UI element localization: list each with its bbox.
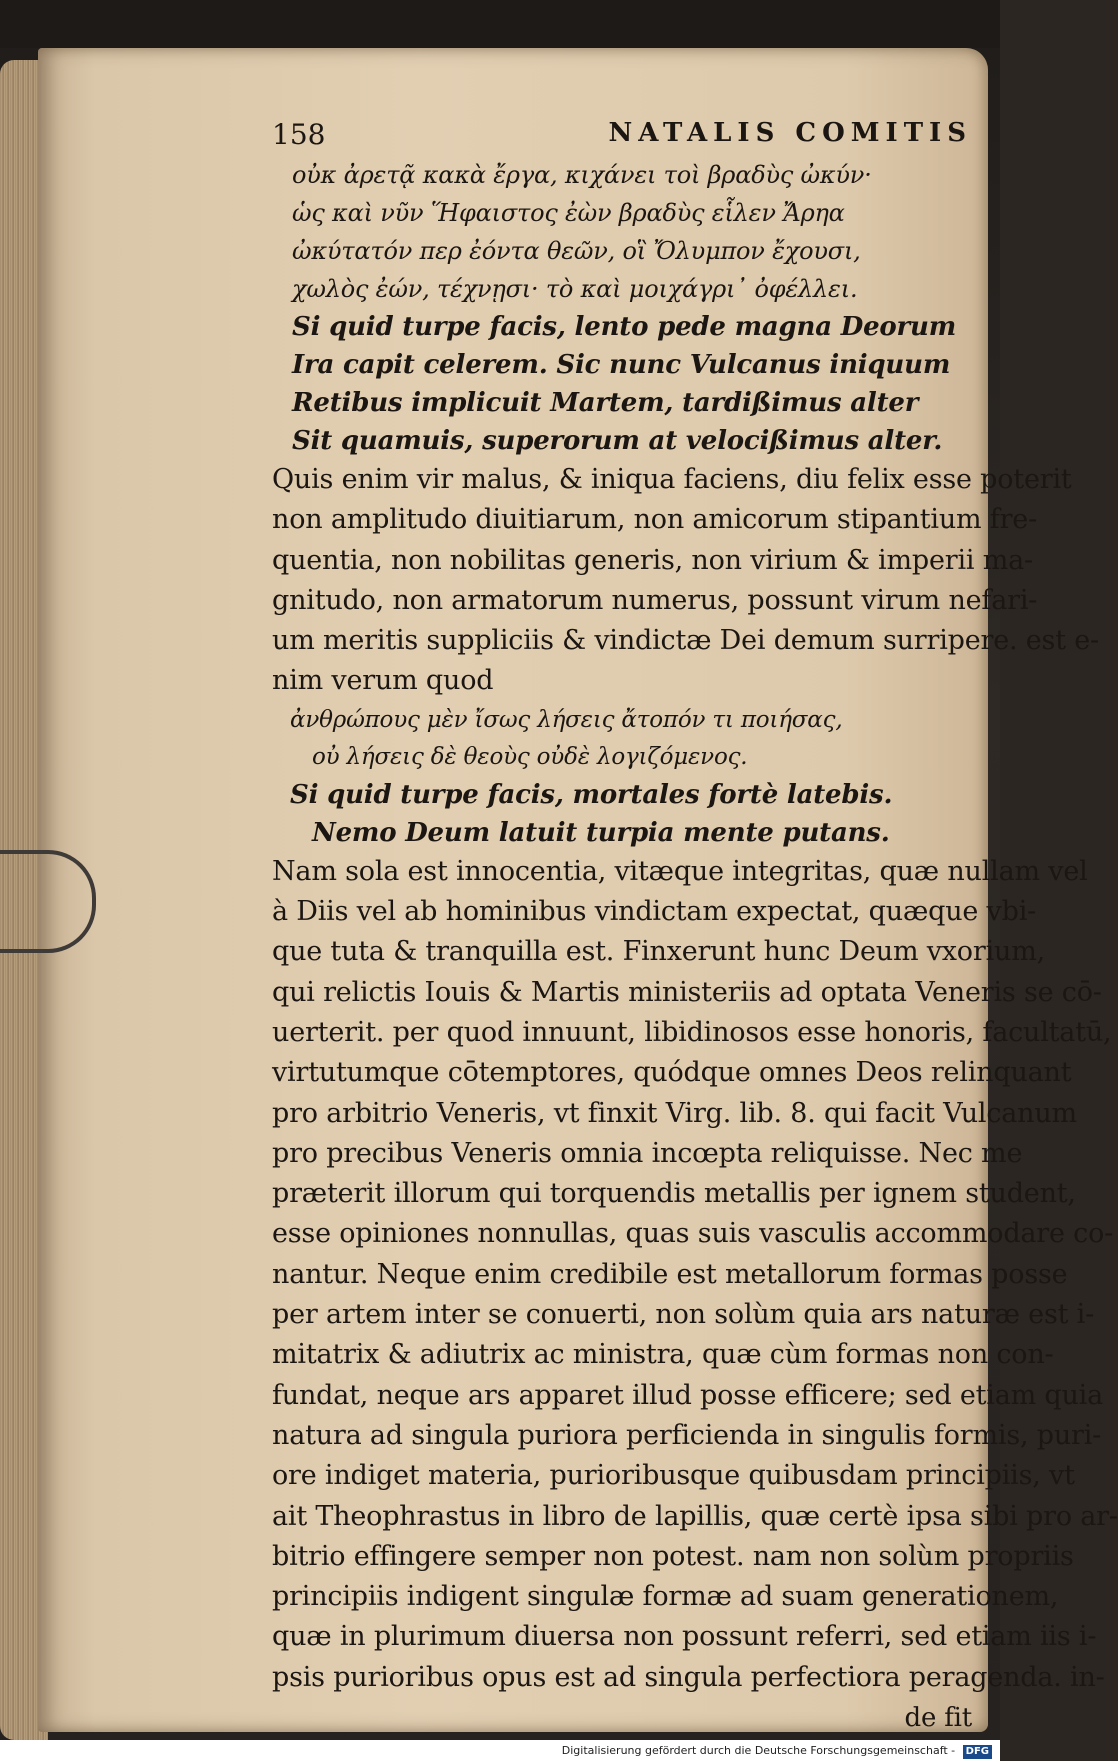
latin-verse-2 bbox=[272, 776, 984, 852]
page-clip bbox=[0, 850, 96, 953]
prose-line: Nam sola est innocentia, vitæque integritas, quæ nullam vel bbox=[272, 855, 1088, 887]
prose-line: quæ in plurimum diuersa non possunt referri, sed etiam iis i- bbox=[272, 1621, 1097, 1653]
prose-line: natura ad singula puriora perficienda in singulis formis, puri- bbox=[272, 1419, 1102, 1451]
prose-paragraph-2 bbox=[272, 852, 1118, 1698]
running-title: NATALIS COMITIS bbox=[608, 118, 972, 148]
digitization-credit bbox=[0, 1740, 1000, 1761]
prose-line: esse opiniones nonnullas, quas suis vasculis accommodare co- bbox=[272, 1218, 1114, 1250]
greek-verse-line: χωλὸς ἐών, τέχνῃσι· τὸ καὶ μοιχάγρι᾽ ὀφέλλει. bbox=[292, 275, 858, 303]
prose-line: non amplitudo diuitiarum, non amicorum stipantium fre- bbox=[272, 504, 1038, 536]
prose-line: Quis enim vir malus, & iniqua faciens, diu felix esse poterit bbox=[272, 464, 1072, 495]
running-header bbox=[272, 118, 972, 156]
greek-verse-line: οὐκ ἀρετᾷ κακὰ ἔργα, κιχάνει τοὶ βραδὺς ὠκύν· bbox=[292, 161, 872, 189]
prose-line: per artem inter se conuerti, non solùm quia ars naturæ est i- bbox=[272, 1299, 1095, 1331]
greek-verse-2 bbox=[272, 702, 984, 776]
prose-line: fundat, neque ars apparet illud posse efficere; sed etiam quia bbox=[272, 1379, 1103, 1411]
credit-text: Digitalisierung gefördert durch die Deutsche Forschungsgemeinschaft - bbox=[561, 1744, 956, 1757]
prose-line: præterit illorum qui torquendis metallis per ignem student, bbox=[272, 1178, 1076, 1210]
page-number: 158 bbox=[272, 118, 326, 151]
latin-verse-line: Sit quamuis, superorum at velocißimus alter. bbox=[292, 426, 943, 456]
prose-line: bitrio effingere semper non potest. nam non solùm propriis bbox=[272, 1540, 1074, 1572]
greek-verse-line: ὡς καὶ νῦν Ἥφαιστος ἐὼν βραδὺς εἷλεν Ἄρηα bbox=[292, 199, 845, 227]
prose-line: psis purioribus opus est ad singula perfectiora peragenda. in- bbox=[272, 1661, 1105, 1693]
greek-verse-1 bbox=[272, 156, 984, 308]
dfg-logo: DFG bbox=[963, 1745, 992, 1759]
latin-verse-line: Ira capit celerem. Sic nunc Vulcanus iniquum bbox=[292, 350, 951, 380]
prose-line: quentia, non nobilitas generis, non virium & imperii ma- bbox=[272, 544, 1033, 576]
prose-line: gnitudo, non armatorum numerus, possunt virum nefari- bbox=[272, 584, 1038, 616]
prose-line: principiis indigent singulæ formæ ad suam generationem, bbox=[272, 1581, 1059, 1613]
prose-line: ait Theophrastus in libro de lapillis, quæ certè ipsa sibi pro ar- bbox=[272, 1500, 1118, 1532]
greek-verse-line: ἀνθρώπους μὲν ἴσως λήσεις ἄτοπόν τι ποιήσας, bbox=[290, 706, 843, 733]
prose-line: ore indiget materia, purioribusque quibusdam principiis, vt bbox=[272, 1460, 1075, 1492]
prose-line: uerterit. per quod innuunt, libidinosos esse honoris, facultatū, bbox=[272, 1016, 1112, 1048]
page-text bbox=[272, 118, 1118, 1738]
scanner-background-top bbox=[0, 0, 1000, 48]
catchword: de fit bbox=[904, 1703, 972, 1734]
prose-line: pro arbitrio Veneris, vt finxit Virg. lib. 8. qui facit Vulcanum bbox=[272, 1097, 1077, 1129]
prose-line: mitatrix & adiutrix ac ministra, quæ cùm formas non con- bbox=[272, 1339, 1054, 1371]
latin-verse-line: Si quid turpe facis, lento pede magna Deorum bbox=[292, 312, 957, 342]
prose-line: à Diis vel ab hominibus vindictam expectat, quæque vbi- bbox=[272, 896, 1037, 928]
prose-line: nim verum quod bbox=[272, 665, 494, 697]
prose-paragraph-1 bbox=[272, 460, 1099, 702]
prose-line: pro precibus Veneris omnia incœpta reliquisse. Nec me bbox=[272, 1137, 1023, 1169]
greek-verse-line: ὠκύτατόν περ ἐόντα θεῶν, οἳ Ὄλυμπον ἔχουσι, bbox=[292, 237, 861, 265]
greek-verse-line: οὐ λήσεις δὲ θεοὺς οὐδὲ λογιζόμενος. bbox=[312, 743, 748, 770]
latin-verse-line: Si quid turpe facis, mortales fortè latebis. bbox=[290, 779, 893, 810]
latin-verse-1 bbox=[272, 308, 984, 460]
prose-line: qui relictis Iouis & Martis ministeriis ad optata Veneris se cō- bbox=[272, 976, 1102, 1008]
latin-verse-line: Retibus implicuit Martem, tardißimus alter bbox=[292, 388, 919, 418]
prose-line: nantur. Neque enim credibile est metallorum formas posse bbox=[272, 1258, 1068, 1290]
latin-verse-line: Nemo Deum latuit turpia mente putans. bbox=[312, 817, 890, 848]
prose-line: virtutumque cōtemptores, quódque omnes Deos relinquant bbox=[272, 1057, 1072, 1089]
prose-line: que tuta & tranquilla est. Finxerunt hunc Deum vxorium, bbox=[272, 936, 1045, 968]
prose-line: um meritis suppliciis & vindictæ Dei demum surripere. est e- bbox=[272, 625, 1099, 657]
